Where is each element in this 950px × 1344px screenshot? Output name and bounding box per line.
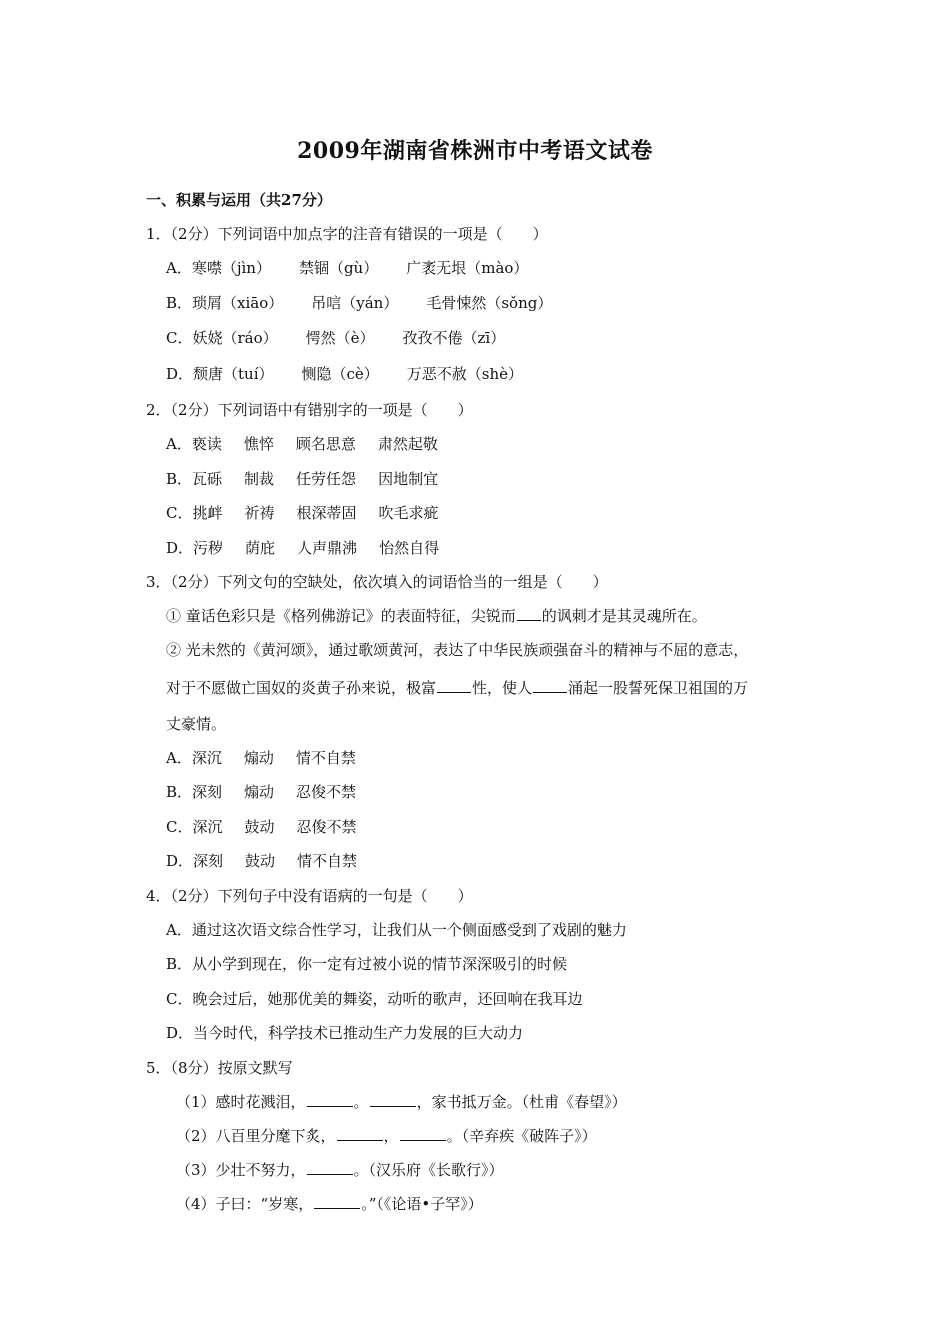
q3-option-b: B．深刻 煽动 忍俊不禁 — [166, 783, 357, 801]
q2-option-c: C．挑衅 祈祷 根深蒂固 吹毛求疵 — [166, 504, 439, 522]
fill-blank — [400, 1126, 446, 1141]
question-2-stem: 2．（2分）下列词语中有错别字的一项是（ ） — [146, 401, 473, 419]
q3-sentence-2-cont: 对于不愿做亡国奴的炎黄子孙来说，极富 性，使人 涌起一股誓死保卫祖国的万 — [166, 679, 749, 697]
q3-sentence-1: ① 童话色彩只是《格列佛游记》的表面特征，尖锐而 的讽刺才是其灵魂所在。 — [166, 607, 707, 625]
q1-option-c: C．妖娆（ráo） 愕然（è） 孜孜不倦（zī） — [166, 329, 506, 347]
fill-blank — [337, 1126, 383, 1141]
q5-item-2: （2）八百里分麾下炙， ， 。（辛弃疾《破阵子》） — [176, 1127, 597, 1145]
q2-option-b: B．瓦砾 制裁 任劳任怨 因地制宜 — [166, 470, 439, 488]
page-title: 2009年湖南省株洲市中考语文试卷 — [297, 138, 653, 164]
q4-option-b: B．从小学到现在，你一定有过被小说的情节深深吸引的时候 — [166, 955, 568, 973]
q3-option-a: A．深沉 煽动 情不自禁 — [166, 749, 356, 767]
q1-option-d: D．颓唐（tuí） 恻隐（cè） 万恶不赦（shè） — [166, 365, 524, 383]
fill-blank — [533, 678, 567, 693]
q3-option-d: D．深刻 鼓动 情不自禁 — [166, 852, 358, 870]
q3-sentence-2: ② 光未然的《黄河颂》，通过歌颂黄河，表达了中华民族顽强奋斗的精神与不屈的意志， — [166, 641, 749, 659]
fill-blank — [370, 1092, 416, 1107]
q4-option-a: A．通过这次语文综合性学习，让我们从一个侧面感受到了戏剧的魅力 — [166, 921, 627, 939]
q4-option-d: D．当今时代，科学技术已推动生产力发展的巨大动力 — [166, 1024, 524, 1042]
question-4-stem: 4．（2分）下列句子中没有语病的一句是（ ） — [146, 887, 473, 905]
fill-blank — [307, 1160, 353, 1175]
q5-item-1: （1）感时花溅泪， 。 ，家书抵万金。（杜甫《春望》） — [176, 1093, 627, 1111]
question-1-stem: 1．（2分）下列词语中加点字的注音有错误的一项是（ ） — [146, 225, 548, 243]
q2-option-a: A．亵读 憔悴 顾名思意 肃然起敬 — [166, 435, 438, 453]
section-heading: 一、积累与运用（共27分） — [146, 191, 332, 209]
question-5-stem: 5．（8分）按原文默写 — [146, 1059, 293, 1077]
q5-item-4: （4）子曰：“岁寒， 。”（《论语•子罕》） — [176, 1195, 483, 1213]
fill-blank — [517, 606, 541, 621]
fill-blank — [314, 1194, 360, 1209]
q3-option-c: C．深沉 鼓动 忍俊不禁 — [166, 818, 357, 836]
q4-option-c: C．晚会过后，她那优美的舞姿，动听的歌声，还回响在我耳边 — [166, 990, 583, 1008]
q1-option-a: A．寒噤（jìn） 禁锢（gù） 广袤无垠（mào） — [166, 259, 529, 277]
question-3-stem: 3．（2分）下列文句的空缺处，依次填入的词语恰当的一组是（ ） — [146, 573, 608, 591]
q5-item-3: （3）少壮不努力， 。（汉乐府《长歌行》） — [176, 1161, 504, 1179]
q2-option-d: D．污秽 荫庇 人声鼎沸 怡然自得 — [166, 539, 440, 557]
q1-option-b: B．琐屑（xiāo） 吊唁（yán） 毛骨悚然（sǒng） — [166, 294, 553, 312]
fill-blank — [437, 678, 471, 693]
fill-blank — [307, 1092, 353, 1107]
q3-sentence-2-end: 丈豪情。 — [166, 715, 227, 733]
